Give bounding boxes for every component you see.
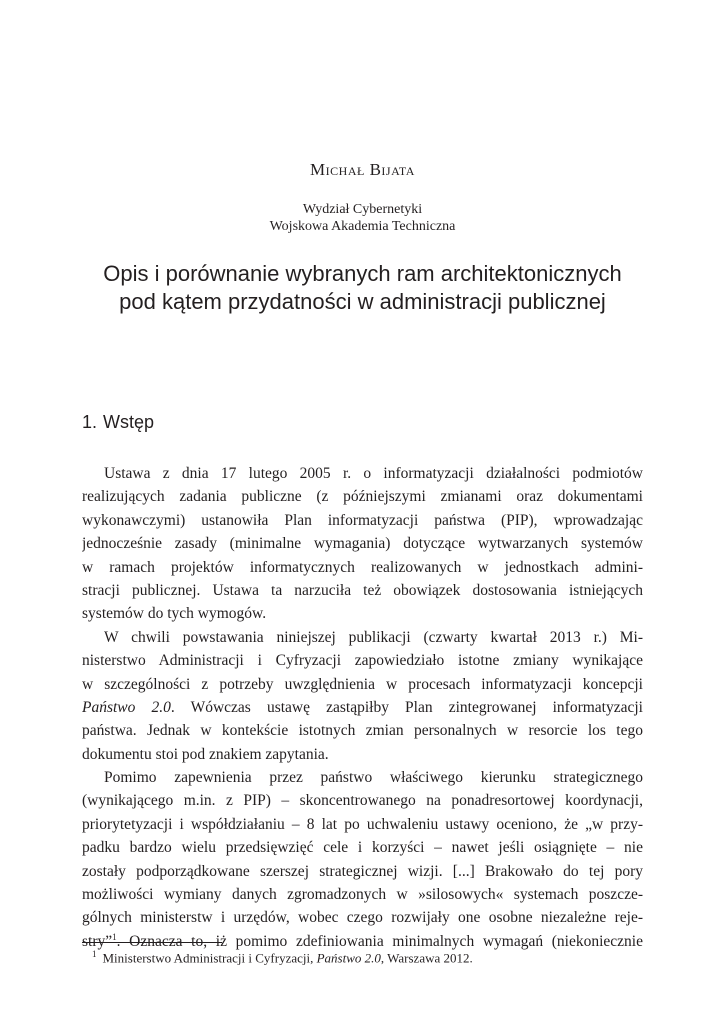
footnote-mark: 1 [92, 949, 97, 959]
footnote-text: , Warszawa 2012. [380, 950, 473, 966]
paper-title-line: Opis i porównanie wybranych ram architektonicznych [103, 261, 622, 286]
text-line: państwa. Jednak w kontekście istotnych zmian personalnych w resorcie los tego [82, 722, 643, 740]
text-line: gólnych ministerstw i urzędów, wobec czego rozwijały one osobne niezależne reje- [82, 909, 643, 927]
text-line: Pomimo zapewnienia przez państwo właściwego kierunku strategicznego [104, 769, 643, 787]
text-line: priorytetyzacji i współdziałaniu – 8 lat po uchwaleniu ustawy oceniono, że „w przy- [82, 815, 643, 833]
text-line: systemów do tych wymogów. [82, 605, 267, 623]
footnote-separator [82, 942, 222, 943]
body-text [82, 462, 643, 953]
italic-term: Państwo 2.0 [82, 698, 171, 716]
affiliation-university: Wojskowa Akademia Techniczna [269, 219, 456, 234]
footnote-italic-title: Państwo 2.0 [316, 950, 381, 966]
text-fragment: . Oznacza to, iż pomimo zdefiniowania minimalnych wymagań (niekoniecznie [116, 932, 643, 950]
text-line [82, 696, 643, 719]
section-heading [82, 412, 160, 433]
text-line: Ustawa z dnia 17 lutego 2005 r. o informatyzacji działalności podmiotów [104, 465, 643, 482]
text-line: dokumentu stoi pod znakiem zapytania. [82, 745, 329, 763]
text-line: W chwili powstawania niniejszej publikacji (czwarty kwartał 2013 r.) Mi- [104, 628, 643, 646]
text-line: możliwości wymiany danych zgromadzonych w »silosowych« systemach poszcze- [82, 886, 643, 904]
text-line: nisterstwo Administracji i Cyfryzacji zapowiedziało istotne zmiany wynikające [82, 652, 643, 670]
text-line: padku bardzo wielu przedsięwzięć cele i korzyści – nawet jeśli osiągnięte – nie [82, 839, 643, 857]
text-fragment: . Wówczas ustawę zastąpiłby Plan zintegrowanej informatyzacji [170, 698, 643, 716]
footnote-reference[interactable]: 1 [112, 931, 117, 942]
paper-title-line: pod kątem przydatności w administracji publicznej [119, 289, 606, 314]
text-line: stracji publicznej. Ustawa ta narzuciła też obowiązek dostosowania istniejących [82, 581, 643, 599]
text-line: realizujących zadania publiczne (z późniejszymi zmianami oraz dokumentami [82, 488, 643, 506]
text-line: zostały podporządkowane szerszej strategicznej wizji. [...] Brakowało do tej pory [82, 862, 643, 880]
text-line: jednocześnie zasady (minimalne wymagania) dotyczące wytwarzanych systemów [82, 535, 643, 553]
text-line: w ramach projektów informatycznych realizowanych w jednostkach admini- [82, 558, 643, 576]
text-line: (wynikającego m.in. z PIP) – skoncentrowanego na ponadresortowej koordynacji, [82, 792, 643, 810]
text-line: w szczególności z potrzeby uwzględnienia w procesach informatyzacji koncepcji [82, 675, 643, 693]
author-name: Michał Bijata [310, 160, 415, 179]
footnote-text: Ministerstwo Administracji i Cyfryzacji, [102, 950, 317, 966]
section-title: Wstęp [103, 412, 155, 432]
text-fragment: stry” [82, 932, 113, 950]
text-line: wykonawczymi) ustanowiła Plan informatyzacji państwa (PIP), wprowadzając [82, 511, 643, 529]
footnote [92, 949, 473, 966]
affiliation-faculty: Wydział Cybernetyki [302, 202, 423, 217]
section-number: 1. [82, 412, 98, 432]
paper-title [60, 260, 665, 316]
